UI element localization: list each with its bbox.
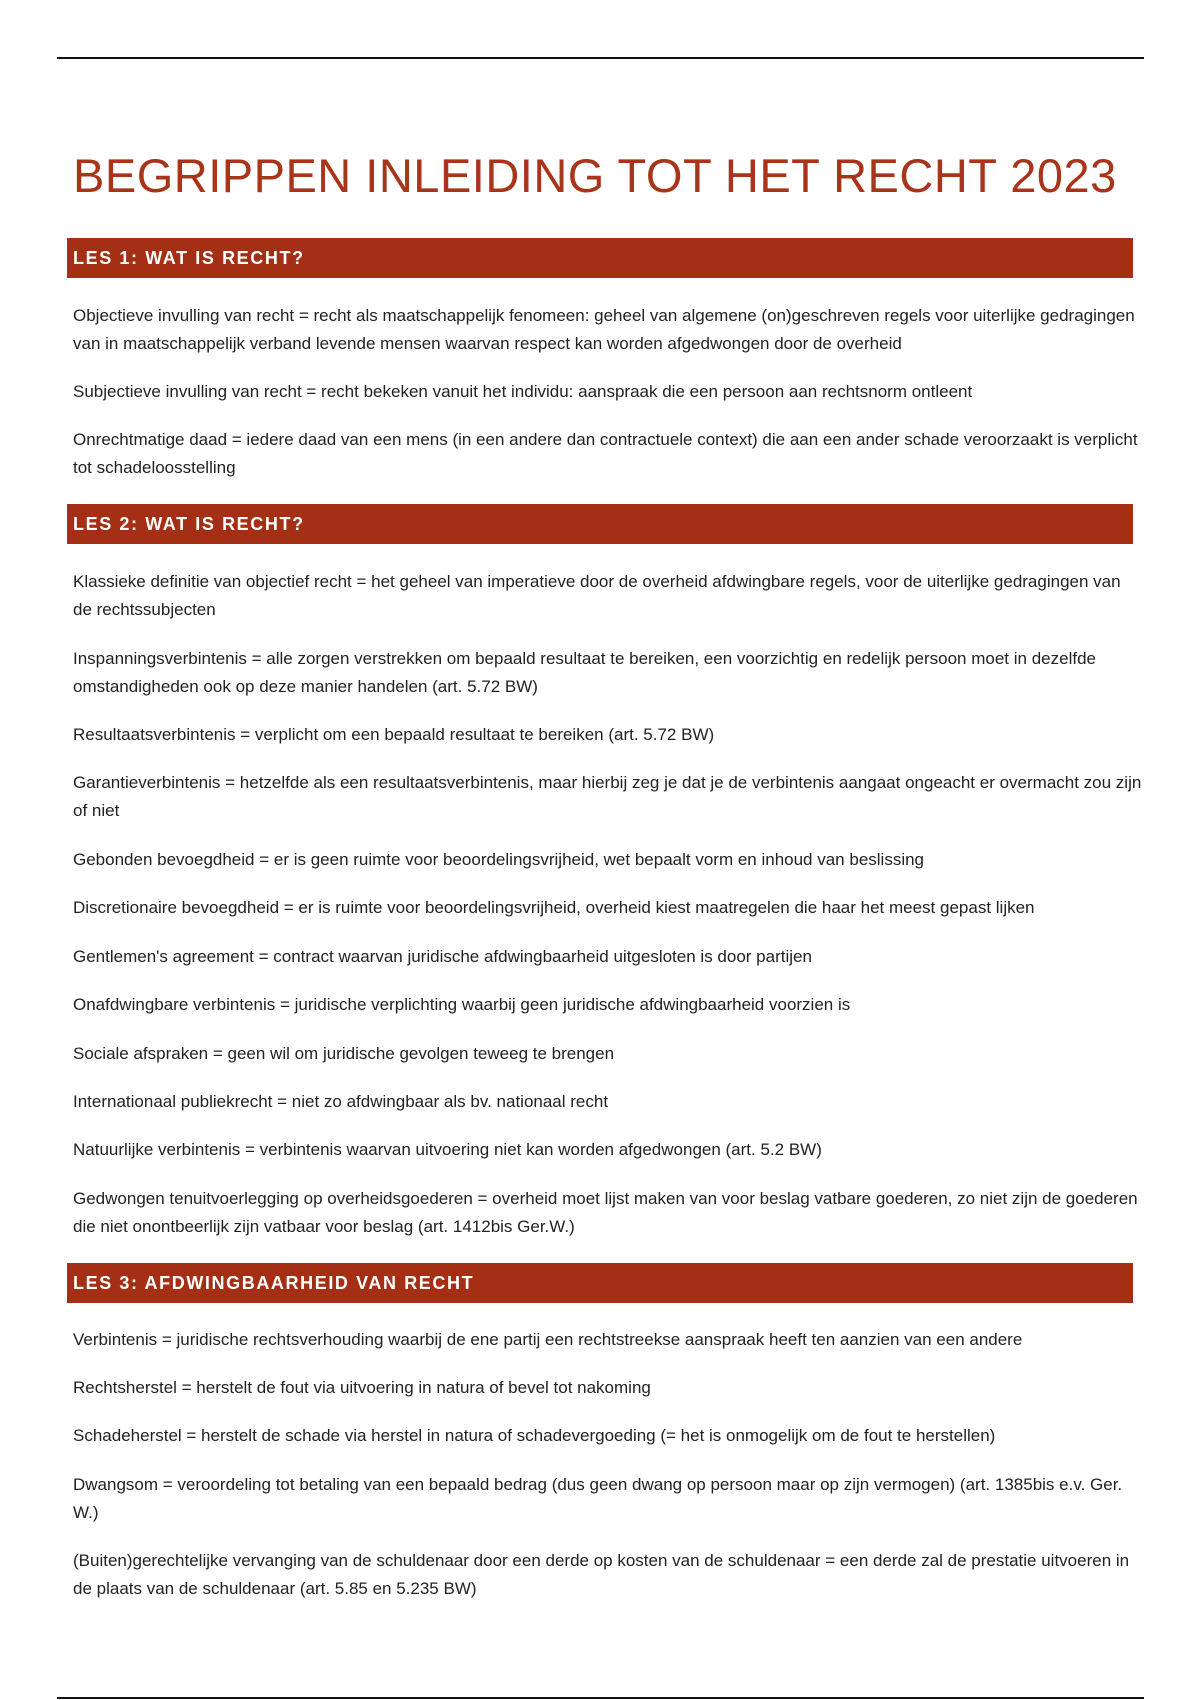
document-title: BEGRIPPEN INLEIDING TOT HET RECHT 2023 — [73, 149, 1117, 202]
definition-item: Gedwongen tenuitvoerlegging op overheidsgoederen = overheid moet lijst maken van voor beslag vatbare goederen, zo niet zijn de goederen die niet onontbeerlijk zijn vatbaar voor beslag (art. 1412bis Ger.W.) — [73, 1189, 1138, 1236]
definition-item: Dwangsom = veroordeling tot betaling van een bepaald bedrag (dus geen dwang op persoon maar op zijn vermogen) (art. 1385bis e.v. Ger. W.) — [73, 1475, 1123, 1522]
definition-item: Onafdwingbare verbintenis = juridische verplichting waarbij geen juridische afdwingbaarheid voorzien is — [73, 995, 851, 1014]
header-rule — [57, 57, 1144, 59]
definition-item: Resultaatsverbintenis = verplicht om een bepaald resultaat te bereiken (art. 5.72 BW) — [73, 725, 715, 744]
definition-item: Natuurlijke verbintenis = verbintenis waarvan uitvoering niet kan worden afgedwongen (art. 5.2 BW) — [73, 1140, 822, 1159]
definition-item: Subjectieve invulling van recht = recht bekeken vanuit het individu: aanspraak die een persoon aan rechtsnorm ontleent — [73, 382, 973, 401]
definition-item: Objectieve invulling van recht = recht als maatschappelijk fenomeen: geheel van algemene (on)geschreven regels voor uiterlijke gedragingen van in maatschappelijk verband levende mensen waarvan respect kan worden afgedwongen door de overheid — [73, 306, 1135, 353]
definition-item: Garantieverbintenis = hetzelfde als een resultaatsverbintenis, maar hierbij zeg je dat je de verbintenis aangaat ongeacht er overmacht zou zijn of niet — [73, 773, 1142, 820]
definition-item: Verbintenis = juridische rechtsverhouding waarbij de ene partij een rechtstreekse aanspraak heeft ten aanzien van een andere — [73, 1330, 1023, 1349]
section-heading-les-2: LES 2: WAT IS RECHT? — [67, 504, 1133, 544]
section-heading-les-3: LES 3: AFDWINGBAARHEID VAN RECHT — [67, 1263, 1133, 1303]
definition-item: Discretionaire bevoegdheid = er is ruimte voor beoordelingsvrijheid, overheid kiest maatregelen die haar het meest gepast lijken — [73, 898, 1035, 917]
definition-item: Sociale afspraken = geen wil om juridische gevolgen teweeg te brengen — [73, 1044, 615, 1063]
definition-item: Klassieke definitie van objectief recht = het geheel van imperatieve door de overheid afdwingbare regels, voor de uiterlijke gedragingen van de rechtssubjecten — [73, 572, 1121, 619]
definition-item: Gentlemen's agreement = contract waarvan juridische afdwingbaarheid uitgesloten is door partijen — [73, 947, 812, 966]
definition-item: Onrechtmatige daad = iedere daad van een mens (in een andere dan contractuele context) die aan een ander schade veroorzaakt is verplicht tot schadeloosstelling — [73, 430, 1138, 477]
definition-item: Gebonden bevoegdheid = er is geen ruimte voor beoordelingsvrijheid, wet bepaalt vorm en inhoud van beslissing — [73, 850, 925, 869]
section-heading-les-1: LES 1: WAT IS RECHT? — [67, 238, 1133, 278]
footer-rule — [57, 1697, 1144, 1699]
definition-item: Inspanningsverbintenis = alle zorgen verstrekken om bepaald resultaat te bereiken, een voorzichtig en redelijk persoon moet in dezelfde omstandigheden ook op deze manier handelen (art. 5.72 BW) — [73, 649, 1096, 696]
definition-item: (Buiten)gerechtelijke vervanging van de schuldenaar door een derde op kosten van de schuldenaar = een derde zal de prestatie uitvoeren in de plaats van de schuldenaar (art. 5.85 en 5.235 BW) — [73, 1551, 1130, 1598]
definition-item: Rechtsherstel = herstelt de fout via uitvoering in natura of bevel tot nakoming — [73, 1378, 651, 1397]
definition-item: Internationaal publiekrecht = niet zo afdwingbaar als bv. nationaal recht — [73, 1092, 609, 1111]
definition-item: Schadeherstel = herstelt de schade via herstel in natura of schadevergoeding (= het is onmogelijk om de fout te herstellen) — [73, 1426, 996, 1445]
